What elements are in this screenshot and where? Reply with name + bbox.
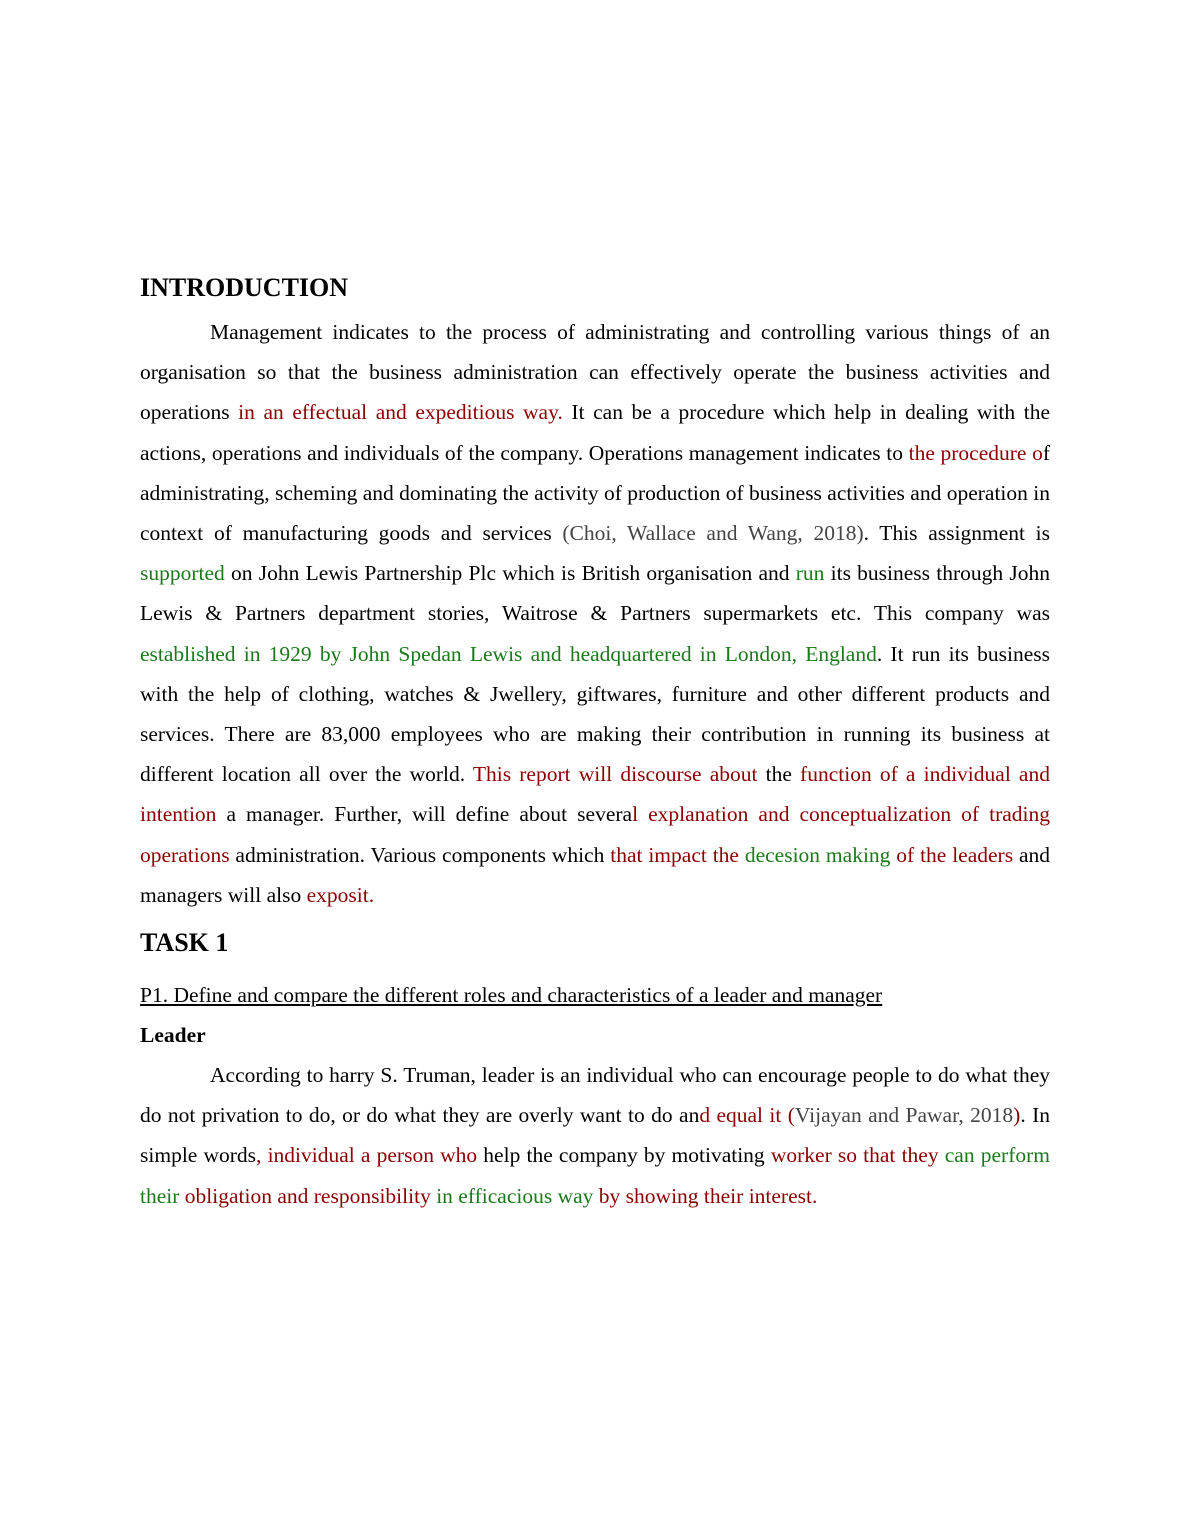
text-run: on John Lewis Partnership Plc which is British organisation and	[224, 561, 796, 586]
text-run: a manager. Further, will define about severa	[216, 802, 633, 827]
document-page	[140, 270, 1050, 1216]
text-run: f administrating, scheming and dominating the activity of production of business activities and operation in context of manufacturing goods and services	[140, 440, 1050, 546]
text-run: in an effectual and expeditious way.	[238, 400, 563, 425]
text-run: This report will discourse about	[472, 762, 758, 787]
introduction-heading: INTRODUCTION	[140, 273, 349, 302]
text-run: Management indicates to the process of administrating and controlling various things of an organisation so that the business administration can effectively operate the business activities and operations	[140, 320, 1050, 425]
text-run: the	[757, 762, 801, 787]
text-run: decesion making	[744, 842, 891, 867]
leader-paragraph	[140, 1055, 1050, 1216]
text-run: supported	[140, 561, 225, 586]
introduction-paragraph	[140, 312, 1050, 915]
text-run: (Choi, Wallace and Wang, 2018)	[562, 521, 864, 546]
text-run: )	[1013, 1103, 1021, 1128]
text-run: run	[795, 561, 825, 586]
text-run: , individual a person who	[256, 1143, 478, 1168]
text-run: d equal it (	[699, 1103, 795, 1128]
text-run: exposit.	[306, 882, 375, 907]
text-run: According to harry S. Truman, leader is an individual who can encourage people to do what they do not privation to do, or do what they are overly want to do an	[140, 1063, 1050, 1128]
task1-heading: TASK 1	[140, 928, 229, 958]
text-run: function of a individual and intention	[140, 762, 1050, 827]
text-run: It can be a procedure which help in dealing with the actions, operations and individuals of the company. Operations management indicates to	[140, 400, 1051, 465]
text-run: that impact the	[610, 842, 745, 867]
text-run: established in 1929 by John Spedan Lewis and headquartered in London, England	[140, 641, 877, 666]
text-run: Vijayan and Pawar, 2018	[794, 1103, 1014, 1128]
text-run: the procedure o	[908, 440, 1043, 465]
text-run: obligation and responsibility	[179, 1183, 437, 1208]
text-run: l explanation and conceptualization of trading operations	[140, 802, 1051, 867]
text-run: . This assignment is	[863, 521, 1050, 546]
text-run: of the leaders	[890, 842, 1014, 867]
text-run: . In simple words	[140, 1103, 1050, 1168]
text-run: . It run its business with the help of clothing, watches & Jwellery, giftwares, furniture and other different products and services. There are 83,000 employees who are making their contribution in running its business at different location all over the world.	[140, 641, 1050, 787]
text-run: worker so that they	[770, 1143, 945, 1168]
leader-heading: Leader	[140, 1023, 206, 1048]
text-run: administration. Various components which	[229, 842, 611, 867]
text-run: in efficacious way	[436, 1183, 594, 1208]
text-run: its business through John Lewis & Partners department stories, Waitrose & Partners supermarkets etc. This company was	[140, 561, 1050, 626]
text-run: by showing their interest.	[593, 1183, 818, 1208]
text-run: and managers will also	[140, 842, 1050, 907]
text-run: help the company by motivating	[477, 1143, 771, 1168]
task1-subheading: P1. Define and compare the different roles and characteristics of a leader and manager	[140, 983, 883, 1008]
text-run: can perform their	[140, 1143, 1050, 1208]
